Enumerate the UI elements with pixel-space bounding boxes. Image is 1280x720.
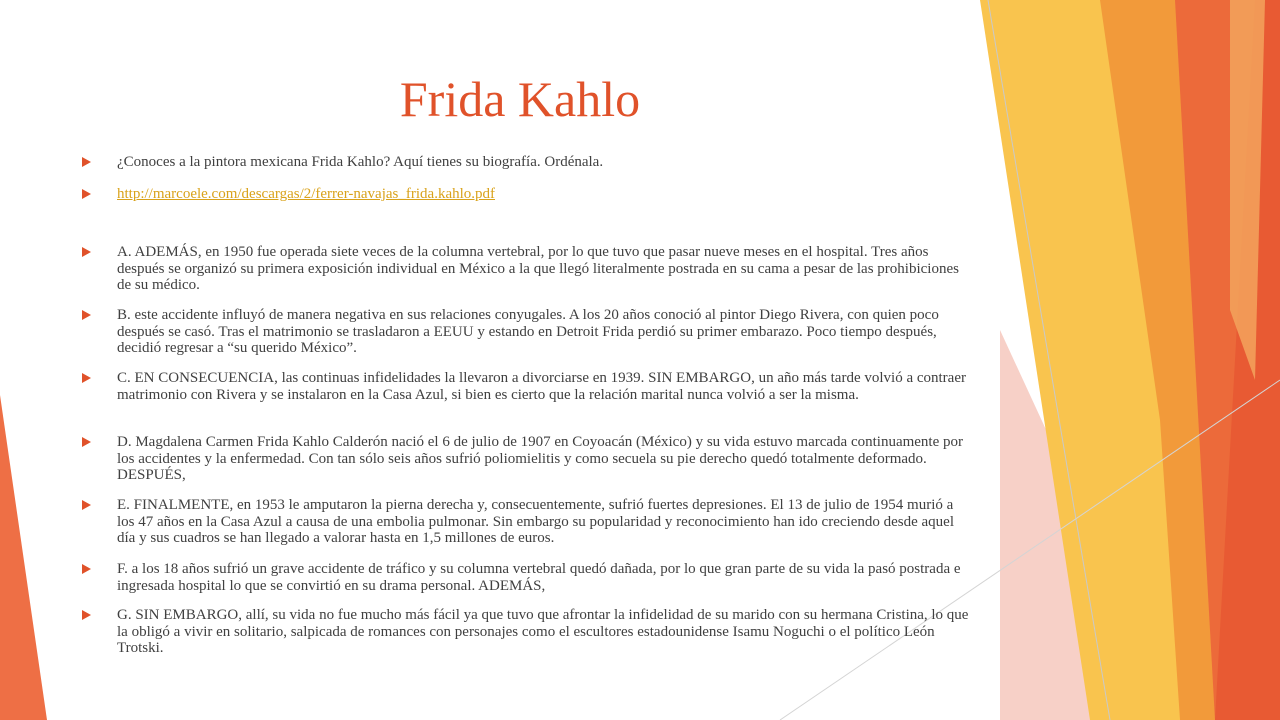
- bullet-arrow-icon: [82, 189, 91, 199]
- bullet-arrow-icon: [82, 310, 91, 320]
- bullet-arrow-icon: [82, 437, 91, 447]
- bullet-arrow-icon: [82, 610, 91, 620]
- bullet-arrow-icon: [82, 373, 91, 383]
- pdf-link[interactable]: http://marcoele.com/descargas/2/ferrer-navajas_frida.kahlo.pdf: [117, 186, 496, 202]
- bullet-link: [82, 186, 972, 203]
- paragraph-text: B. este accidente influyó de manera negativa en sus relaciones conyugales. A los 20 años conoció al pintor Diego Rivera, con quien poco después se casó. Tras el matrimonio se trasladaron a EEUU y estando en Detroit Frida perdió su primer embarazo. Poco tiempo después, decidió regresar a “su querido México”.: [117, 307, 939, 356]
- paragraph-d: [82, 434, 972, 484]
- paragraph-text: G. SIN EMBARGO, allí, su vida no fue mucho más fácil ya que tuvo que afrontar la infidelidad de su marido con su hermana Cristina, lo que la obligó a vivir en solitario, salpicada de romances con personajes como el escultores estadounidense Isamu Noguchi o el político León Trotski.: [117, 607, 969, 656]
- paragraph-text: A. ADEMÁS, en 1950 fue operada siete veces de la columna vertebral, por lo que tuvo que pasar nueve meses en el hospital. Tres años después se organizó su primera exposición individual en México a la que llegó literalmente postrada en su cama a pesar de las prohibiciones de su médico.: [117, 244, 959, 293]
- slide-title: Frida Kahlo: [399, 71, 641, 127]
- paragraph-text: E. FINALMENTE, en 1953 le amputaron la pierna derecha y, consecuentemente, sufrió fuertes depresiones. El 13 de julio de 1954 murió a los 47 años en la Casa Azul a causa de una embolia pulmonar. Sin embargo su popularidad y reconocimiento han ido creciendo desde aquel día y sus cuadros se han llegado a valorar hasta en 1,5 millones de euros.: [117, 497, 954, 546]
- paragraph-f: [82, 561, 972, 594]
- paragraph-c: [82, 370, 972, 403]
- intro-text: ¿Conoces a la pintora mexicana Frida Kahlo? Aquí tienes su biografía. Ordénala.: [117, 154, 604, 170]
- paragraph-a: [82, 244, 972, 294]
- bullet-arrow-icon: [82, 247, 91, 257]
- paragraph-g: [82, 607, 972, 657]
- paragraph-b: [82, 307, 972, 357]
- bullet-intro: [82, 154, 972, 171]
- paragraph-text: D. Magdalena Carmen Frida Kahlo Calderón nació el 6 de julio de 1907 en Coyoacán (México) y su vida estuvo marcada continuamente por los accidentes y la enfermedad. Con tan sólo seis años sufrió poliomielitis y como secuela su pie derecho quedó totalmente deformado. DESPUÉS,: [117, 434, 963, 483]
- bullet-arrow-icon: [82, 564, 91, 574]
- bullet-arrow-icon: [82, 157, 91, 167]
- paragraph-text: C. EN CONSECUENCIA, las continuas infidelidades la llevaron a divorciarse en 1939. SIN EMBARGO, un año más tarde volvió a contraer matrimonio con Rivera y se instalaron en la Casa Azul, si bien es cierto que la relación marital nunca volvió a ser la misma.: [117, 370, 966, 403]
- bullet-arrow-icon: [82, 500, 91, 510]
- paragraph-e: [82, 497, 972, 547]
- paragraph-text: F. a los 18 años sufrió un grave accidente de tráfico y su columna vertebral quedó dañada, por lo que gran parte de su vida la pasó postrada e ingresada hospital lo que se convirtió en su drama personal. ADEMÁS,: [117, 561, 961, 594]
- left-orange-wedge: [0, 395, 47, 720]
